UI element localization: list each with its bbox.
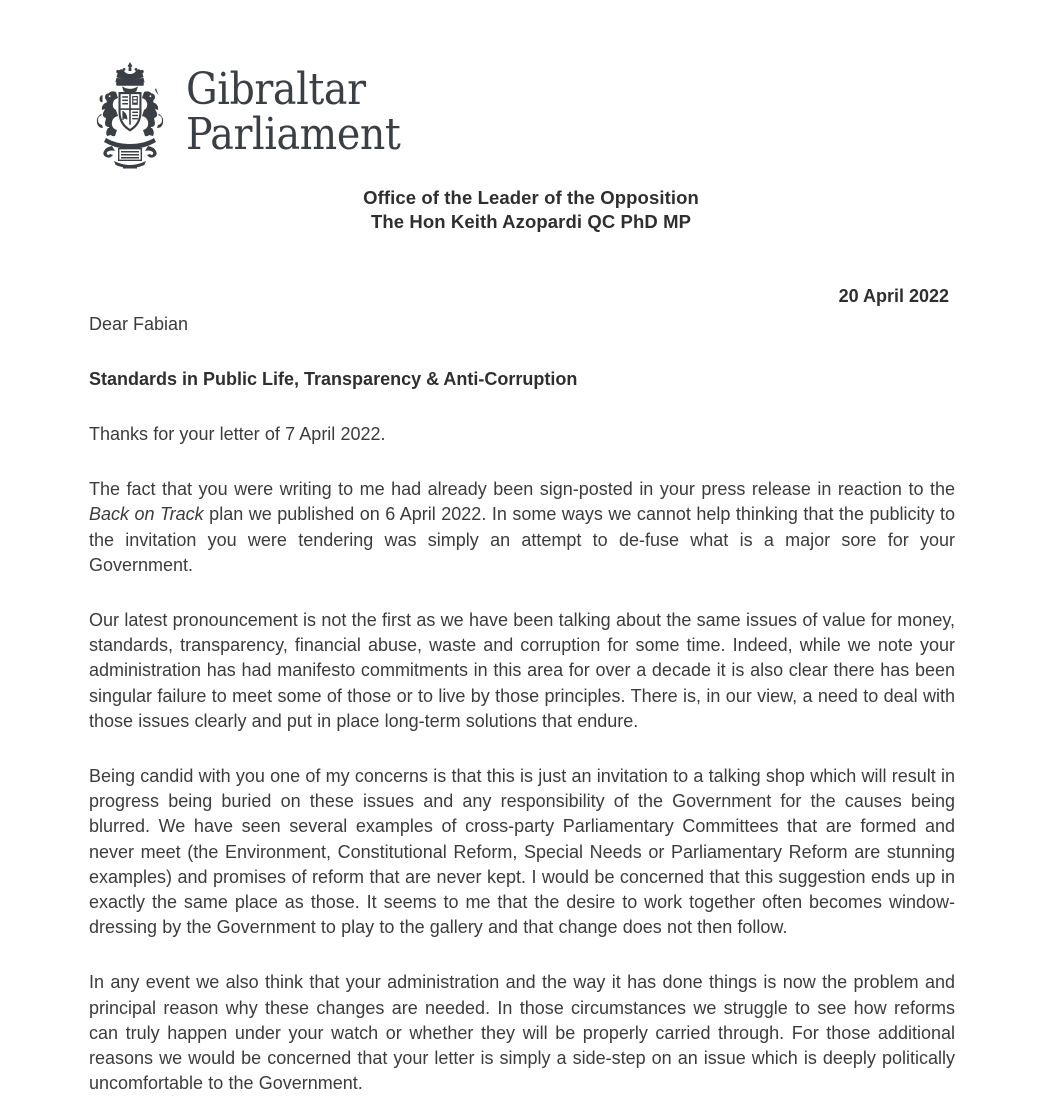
publication-title: Back on Track — [89, 504, 204, 525]
paragraph-2-part-1: The fact that you were writing to me had already been sign-posted in your press release in reaction to the — [89, 479, 955, 500]
wordmark-line-2: Parliament — [186, 108, 401, 160]
paragraph-3: Our latest pronouncement is not the first as we have been talking about the same issues of value for money, standards, transparency, financial abuse, waste and corruption for some time. Indeed, while we note your administration has had manifesto commitments in this area for over a decade it is also clear there has been singular failure to meet some of those or to live by those principles. There is, in our view, a need to deal with those issues clearly and put in place long-term solutions that endure. — [89, 610, 955, 731]
letter-date: 20 April 2022 — [838, 286, 949, 306]
paragraph-2 — [89, 477, 955, 578]
wordmark-line-1: Gibraltar — [186, 64, 366, 116]
paragraph-5: In any event we also think that your administration and the way it has done things is now the problem and principal reason why these changes are needed. In those circumstances we struggle to see how reforms can truly happen under your watch or whether they will be properly carried through. For those additional reasons we would be concerned that your letter is simply a side-step on an issue which is deeply politically uncomfortable to the Government. — [89, 972, 955, 1094]
office-heading-line-1: Office of the Leader of the Opposition — [363, 187, 699, 208]
salutation: Dear Fabian — [89, 314, 189, 334]
office-heading-line-2: The Hon Keith Azopardi QC PhD MP — [370, 211, 692, 232]
letter-body — [89, 312, 955, 1096]
office-heading — [0, 186, 1062, 234]
paragraph-2-part-2: plan we published on 6 April 2022. In some ways we cannot help thinking that the publicity to the invitation you were tendering was simply an attempt to de-fuse what is a major sore for your Government. — [89, 504, 955, 575]
royal-coat-of-arms-icon — [88, 58, 172, 170]
subject-line: Standards in Public Life, Transparency & Anti-Corruption — [89, 369, 578, 389]
paragraph-1: Thanks for your letter of 7 April 2022. — [89, 424, 386, 444]
wordmark — [186, 64, 401, 160]
letterhead — [88, 58, 400, 170]
paragraph-4: Being candid with you one of my concerns is that this is just an invitation to a talking shop which will result in progress being buried on these issues and any responsibility of the Government for the causes being blurred. We have seen several examples of cross-party Parliamentary Committees that are formed and never meet (the Environment, Constitutional Reform, Special Needs or Parliamentary Reform are stunning examples) and promises of reform that are never kept. I would be concerned that this suggestion ends up in exactly the same place as those. It seems to me that the desire to work together often becomes window-dressing by the Government to play to the gallery and that change does not then follow. — [89, 766, 955, 938]
